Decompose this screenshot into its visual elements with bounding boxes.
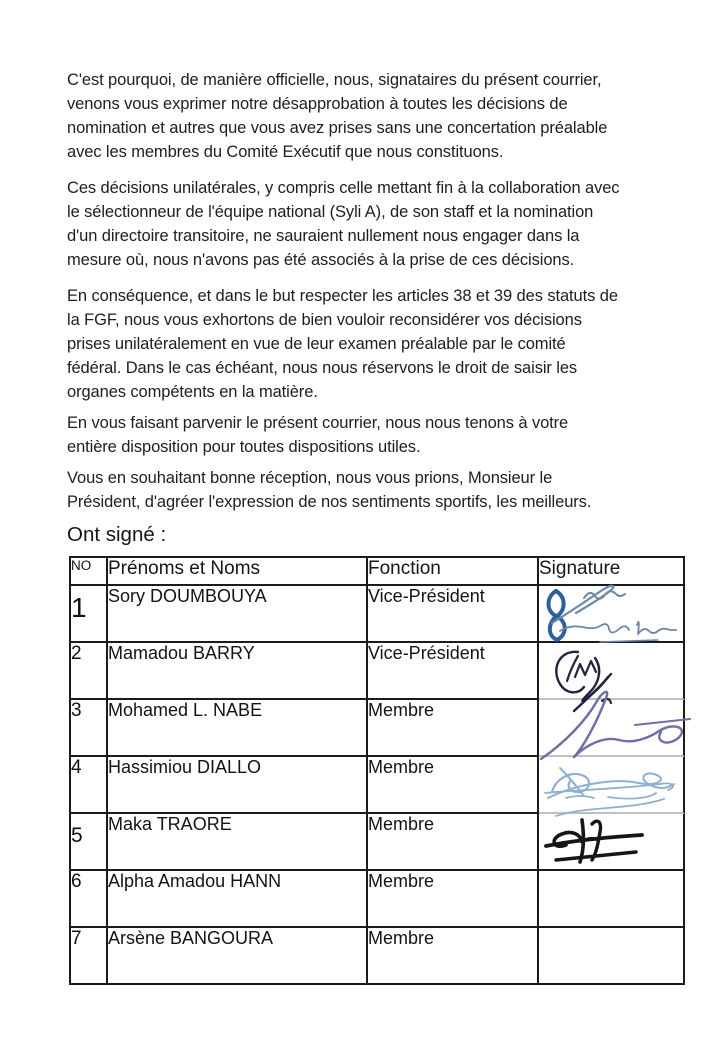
letter-line: venons vous exprimer notre désapprobation à toutes les décisions de <box>67 95 568 113</box>
cell-name: Arsène BANGOURA <box>108 928 368 985</box>
cell-function: Membre <box>368 928 539 985</box>
signature-cell <box>539 928 685 985</box>
table-row <box>71 928 685 985</box>
paragraph <box>67 176 697 272</box>
letter-line: Président, d'agréer l'expression de nos sentiments sportifs, les meilleurs. <box>67 493 592 511</box>
signed-heading: Ont signé : <box>67 523 167 546</box>
cell-name: Hassimiou DIALLO <box>108 757 368 814</box>
cell-no: 7 <box>71 928 108 985</box>
letter-body <box>67 68 697 514</box>
cell-function: Vice-Président <box>368 643 539 700</box>
signature-cell <box>539 757 685 814</box>
letter-line: entière disposition pour toutes dispositions utiles. <box>67 438 421 456</box>
table-header-row <box>71 558 685 586</box>
letter-line: Ces décisions unilatérales, y compris celle mettant fin à la collaboration avec <box>67 179 620 197</box>
table-row <box>71 871 685 928</box>
cell-name: Sory DOUMBOUYA <box>108 586 368 643</box>
letter-line: organes compétents en la matière. <box>67 383 318 401</box>
paragraph <box>67 68 697 164</box>
table-row <box>71 586 685 643</box>
table-row <box>71 643 685 700</box>
cell-function: Membre <box>368 757 539 814</box>
paragraph <box>67 411 697 459</box>
table-row <box>71 700 685 757</box>
table-row <box>71 814 685 871</box>
signature-cell <box>539 814 685 871</box>
column-header-function: Fonction <box>368 558 539 586</box>
letter-line: mesure où, nous n'avons pas été associés à la prise de ces décisions. <box>67 251 575 269</box>
signature-cell <box>539 643 685 700</box>
cell-no: 5 <box>71 814 108 871</box>
cell-function: Vice-Président <box>368 586 539 643</box>
letter-line: fédéral. Dans le cas échéant, nous nous réservons le droit de saisir les <box>67 359 578 377</box>
cell-function: Membre <box>368 700 539 757</box>
letter-line: nomination et autres que vous avez prises sans une concertation préalable <box>67 119 608 137</box>
signature-cell <box>539 871 685 928</box>
cell-name: Alpha Amadou HANN <box>108 871 368 928</box>
table-row <box>71 757 685 814</box>
letter-line: En vous faisant parvenir le présent courrier, nous nous tenons à votre <box>67 414 569 432</box>
signatories-table-wrap <box>69 556 685 985</box>
signatories-table <box>69 556 685 985</box>
letter-line: En conséquence, et dans le but respecter les articles 38 et 39 des statuts de <box>67 287 618 305</box>
letter-line: avec les membres du Comité Exécutif que nous constituons. <box>67 143 504 161</box>
letter-line: Vous en souhaitant bonne réception, nous vous prions, Monsieur le <box>67 469 553 487</box>
letter-line: C'est pourquoi, de manière officielle, nous, signataires du présent courrier, <box>67 71 602 89</box>
letter-line: la FGF, nous vous exhortons de bien vouloir reconsidérer vos décisions <box>67 311 582 329</box>
letter-line: le sélectionneur de l'équipe national (Syli A), de son staff et la nomination <box>67 203 594 221</box>
paragraph <box>67 284 697 404</box>
signature-cell <box>539 586 685 643</box>
cell-no: 1 <box>71 586 108 643</box>
cell-no: 4 <box>71 757 108 814</box>
paragraph <box>67 466 697 514</box>
signature-cell <box>539 700 685 757</box>
letter-line: d'un directoire transitoire, ne sauraient nullement nous engager dans la <box>67 227 580 245</box>
cell-name: Mohamed L. NABE <box>108 700 368 757</box>
cell-name: Maka TRAORE <box>108 814 368 871</box>
cell-name: Mamadou BARRY <box>108 643 368 700</box>
column-header-signature: Signature <box>539 558 685 586</box>
column-header-no: NO <box>71 558 108 586</box>
cell-function: Membre <box>368 814 539 871</box>
cell-no: 3 <box>71 700 108 757</box>
cell-no: 2 <box>71 643 108 700</box>
column-header-name: Prénoms et Noms <box>108 558 368 586</box>
cell-function: Membre <box>368 871 539 928</box>
letter-line: prises unilatéralement en vue de leur examen préalable par le comité <box>67 335 566 353</box>
table-body <box>71 586 685 985</box>
cell-no: 6 <box>71 871 108 928</box>
